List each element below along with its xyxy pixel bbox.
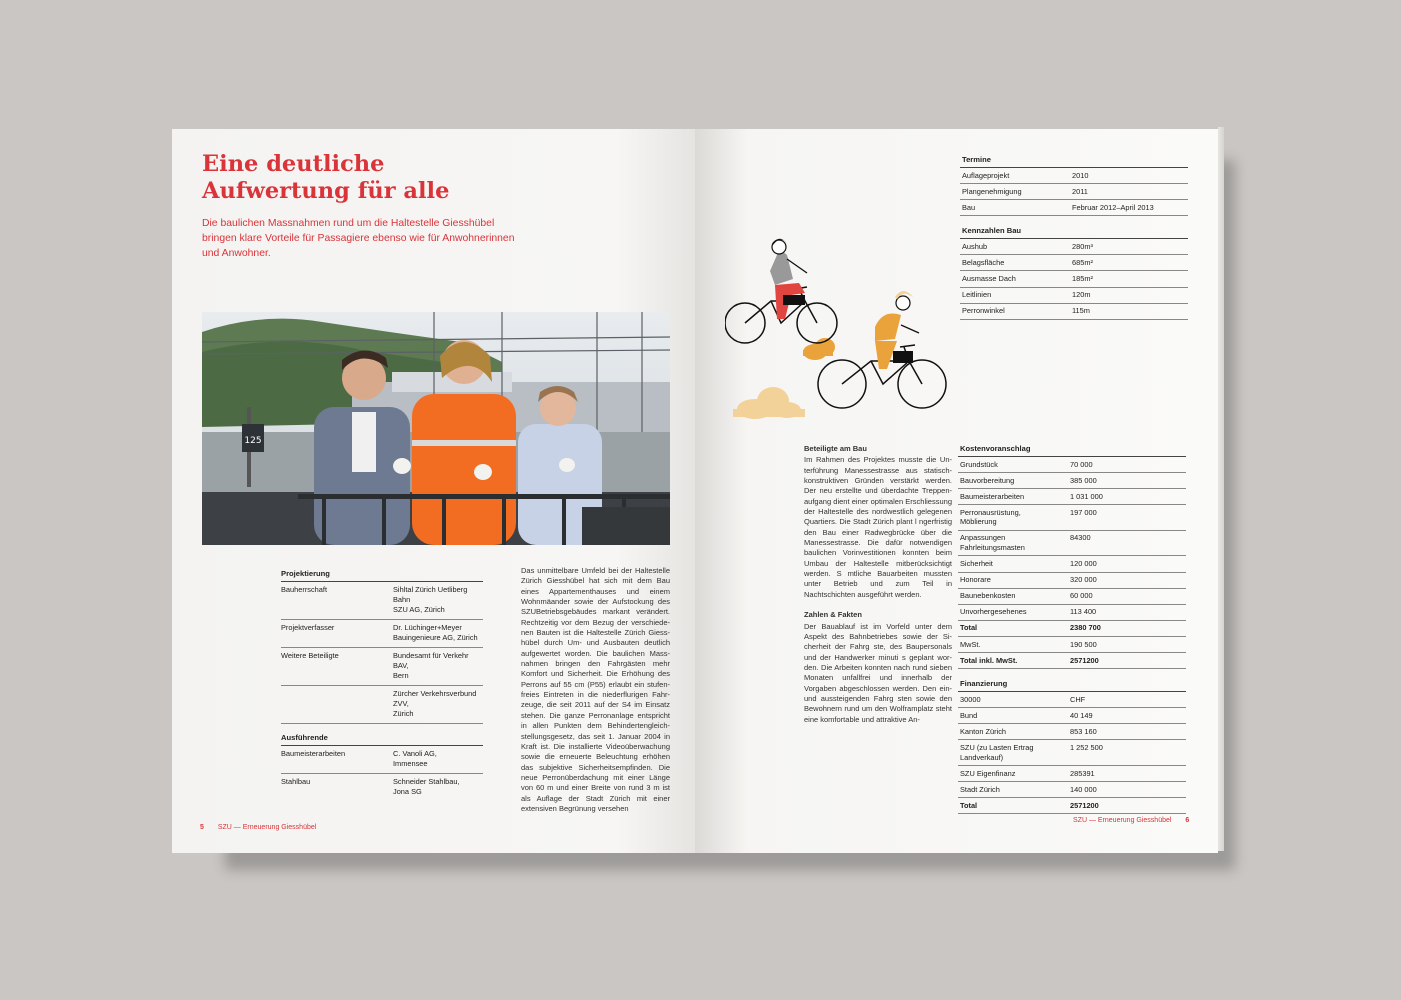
zahlen-heading: Zahlen & Fakten — [804, 610, 862, 620]
row-value: 70 000 — [1070, 459, 1093, 469]
table-row — [958, 505, 1186, 531]
row-key: Grundstück — [960, 459, 998, 469]
row-value: 1 252 500 — [1070, 743, 1103, 752]
row-value: CHF — [1070, 694, 1086, 704]
table-row — [960, 200, 1188, 216]
row-value: 280m³ — [1072, 241, 1093, 251]
table-row — [958, 692, 1186, 708]
termine-heading: Termine — [960, 155, 1188, 168]
row-key: Bund — [960, 710, 978, 720]
table-row — [958, 605, 1186, 621]
team-photo-illustration — [202, 312, 670, 545]
row-value: 84300 — [1070, 533, 1091, 543]
page-title: Eine deutliche Aufwertung für alle — [202, 151, 450, 204]
kosten-heading: Kostenvoranschlag — [958, 444, 1186, 457]
row-key: Stadt Zürich — [960, 784, 1000, 794]
right-page — [695, 129, 1218, 853]
table-row — [960, 304, 1188, 320]
table-row — [958, 457, 1186, 473]
footer-text: SZU — Erneuerung Giesshübel — [217, 824, 317, 831]
row-key: Bauherrschaft — [281, 585, 328, 594]
table-row — [960, 168, 1188, 184]
row-key: Bau — [962, 202, 976, 212]
table-row — [958, 573, 1186, 589]
ausfuehrende-heading: Ausführende — [281, 733, 483, 746]
row-value: Zürcher Verkehrsverbund ZVV, Zürich — [393, 689, 477, 718]
table-row — [960, 288, 1188, 304]
table-row — [958, 589, 1186, 605]
row-value: 185m² — [1072, 274, 1093, 284]
row-key: Leitlinien — [962, 290, 992, 300]
body-column: Das unmittelbare Umfeld bei der Haltestelle Zürich Giesshübel hat sich mit dem Bau eines Appartementhauses und einem Wohnmäander sowie der Aufstockung des SZUBetriebsgebäudes markant verändert. Rechtzeitig vor dem Bezug der verschiedenen Bauten ist die Haltestelle Zürich Giesshübel durch Um- und Ausbauten deutlich aufgewertet worden. Die baulichen Massnahmen bringen den Fahrgästen mehr Komfort und Sicherheit. Die Erhöhung des Perrons auf 55 cm (P55) erlaubt ein stufenfreies Eintreten in die niederflurigen Fahrzeuge, die seit 2011 auf der S4 im Einsatz stehen. Die ganze Perronanlage entspricht in allen Punkten dem Behindertengleichstellungsgesetz, das seit 1. Januar 2004 in Kraft ist. Die installierte Videoüberwachung sowie die erneuerte Beleuchtung erhöhen das subjektive Sicherheitsempfinden. Die neue Perronüberdachung mit einer Länge von 60 m und einer Breite von rund 3 m ist als Auflage der Stadt Zürich mit einer extensiven Begrünung versehen — [521, 566, 670, 813]
row-value: Bundesamt für Verkehr BAV, Bern — [393, 651, 469, 680]
kennzahlen-heading: Kennzahlen Bau — [960, 226, 1188, 239]
row-value: 40 149 — [1070, 710, 1093, 720]
row-value: 113 400 — [1070, 607, 1097, 617]
row-key: Plangenehmigung — [962, 186, 1022, 196]
photo-sign-text: 125 — [244, 436, 262, 446]
table-row — [960, 184, 1188, 200]
row-key: Bauvorbereitung — [960, 475, 1015, 485]
row-key: Auflageprojekt — [962, 170, 1010, 180]
row-value: 2380 700 — [1070, 623, 1101, 633]
row-value: Februar 2012–April 2013 — [1072, 202, 1154, 212]
row-key: Unvorhergesehenes — [960, 607, 1027, 617]
row-value: Sihltal Zürich Uetliberg Bahn SZU AG, Zürich — [393, 585, 468, 614]
table-row — [958, 708, 1186, 724]
table-row — [958, 531, 1186, 557]
row-value: 2571200 — [1070, 655, 1099, 665]
row-value: C. Vanoli AG, Immensee — [393, 749, 437, 768]
row-value: 685m² — [1072, 257, 1093, 267]
row-value: 320 000 — [1070, 575, 1097, 585]
kosten-table — [958, 444, 1186, 814]
row-key — [281, 689, 393, 719]
row-value: 1 031 000 — [1070, 491, 1103, 501]
table-row-total — [958, 621, 1186, 637]
projektierung-table — [281, 569, 483, 801]
row-value: 115m — [1072, 306, 1090, 316]
table-row — [958, 766, 1186, 782]
row-key: Sicherheit — [960, 559, 993, 569]
row-key: Stahlbau — [281, 777, 311, 786]
row-value: 60 000 — [1070, 591, 1093, 601]
table-row — [960, 271, 1188, 287]
lead-paragraph: Die baulichen Massnahmen rund um die Haltestelle Giesshübel bringen klare Vorteile für Passagiere ebenso wie für Anwohnerinnen und Anwohner. — [202, 218, 515, 260]
beteiligte-heading: Beteiligte am Bau — [804, 444, 867, 453]
row-key: Baumeisterarbeiten — [960, 491, 1025, 501]
row-key: Aushub — [962, 241, 988, 251]
left-page — [172, 129, 695, 853]
row-value: 385 000 — [1070, 475, 1097, 485]
row-key: Perronausrüstung, Möblierung — [960, 507, 1021, 527]
table-row — [281, 774, 483, 801]
row-key: Anpassungen Fahrleitungsmasten — [960, 533, 1025, 552]
row-value: 190 500 — [1070, 639, 1097, 649]
table-row — [958, 724, 1186, 740]
footer-right — [1073, 817, 1189, 824]
table-row — [958, 489, 1186, 505]
table-row — [281, 620, 483, 648]
row-value: 2571200 — [1070, 800, 1099, 810]
row-value: 120 000 — [1070, 559, 1097, 569]
row-key: Honorare — [960, 575, 991, 585]
row-key: SZU (zu Lasten Ertrag Landverkauf) — [960, 743, 1034, 762]
table-row — [958, 782, 1186, 798]
table-row — [281, 746, 483, 774]
row-value: 2011 — [1072, 186, 1088, 196]
row-key: 30000 — [960, 694, 981, 704]
row-value: Schneider Stahlbau, Jona SG — [393, 777, 460, 796]
row-value: 285391 — [1070, 768, 1095, 778]
page-edge — [1218, 127, 1224, 851]
table-row — [960, 255, 1188, 271]
row-value: 120m — [1072, 290, 1091, 300]
row-key: Kanton Zürich — [960, 726, 1007, 736]
table-row — [958, 637, 1186, 653]
table-row — [281, 686, 483, 724]
zahlen-text: Der Bauablauf ist im Vorfeld unter dem Aspekt des Bahnbetriebes sowie der Sicherheit der Fahrg ste, des Baupersonals und der Handwerker minuti s geplant worden. Die Arbeiten konnten nach rund sieben Monaten unfallfrei und innerhalb der Vorgaben abgeschlossen werden. Den ein- und aussteigenden Fahrg sten sowie den Bewohnern rund um den Wolframplatz steht eine komfortable und attraktive An- — [804, 621, 952, 724]
footer-text: SZU — Erneuerung Giesshübel — [1073, 817, 1172, 824]
table-row — [958, 473, 1186, 489]
table-row — [958, 740, 1186, 766]
row-key: Baumeisterarbeiten — [281, 749, 346, 758]
beteiligte-text: Im Rahmen des Projektes musste die Unterführung Manessestrasse aus statischkonstruktiven Gründen verstärkt werden. Der neu erstellte und überdachte Treppenaufgang dient einer optimalen Erschliessung der Haltestelle des nordwestlich gelegenen Quartiers. Die Stadt Zürich plant l ngerfristig den Bau einer Radwegbrücke über die Manessestrasse. Die dafür notwendigen baulichen Vorinvestitionen konnten beim Umbau der Haltestelle mitberücksichtigt werden. S mtliche Bauarbeiten mussten unter Betrieb und zum Teil in Nachtschichten ausgeführt werden. — [804, 455, 952, 599]
table-row — [281, 582, 483, 620]
table-row — [281, 648, 483, 686]
row-key: Belagsfläche — [962, 257, 1005, 267]
team-photo — [202, 312, 670, 545]
projektierung-heading: Projektierung — [281, 569, 483, 582]
row-key: Projektverfasser — [281, 623, 335, 632]
row-value: 853 160 — [1070, 726, 1097, 736]
row-key: SZU Eigenfinanz — [960, 768, 1016, 778]
row-value: 140 000 — [1070, 784, 1097, 794]
footer-left — [200, 824, 316, 831]
row-value: Dr. Lüchinger+Meyer Bauingenieure AG, Zürich — [393, 623, 478, 642]
row-value: 197 000 — [1070, 507, 1097, 517]
termine-table — [960, 155, 1188, 320]
row-key: Total inkl. MwSt. — [960, 655, 1018, 665]
beteiligte-section — [804, 444, 952, 725]
row-key: Weitere Beteiligte — [281, 651, 339, 660]
row-key: Total — [960, 623, 978, 633]
row-key: Total — [960, 800, 978, 810]
row-key: Perronwinkel — [962, 306, 1005, 316]
row-key: MwSt. — [960, 639, 981, 649]
page-number: 6 — [1185, 817, 1190, 824]
table-row — [958, 556, 1186, 572]
table-row-total — [958, 798, 1186, 814]
page-number: 5 — [200, 824, 204, 831]
cyclists-illustration — [725, 229, 955, 424]
table-row — [960, 239, 1188, 255]
table-row-total — [958, 653, 1186, 669]
row-value: 2010 — [1072, 170, 1089, 180]
row-key: Baunebenkosten — [960, 591, 1016, 601]
finanzierung-heading: Finanzierung — [958, 679, 1186, 692]
row-key: Ausmasse Dach — [962, 274, 1016, 284]
